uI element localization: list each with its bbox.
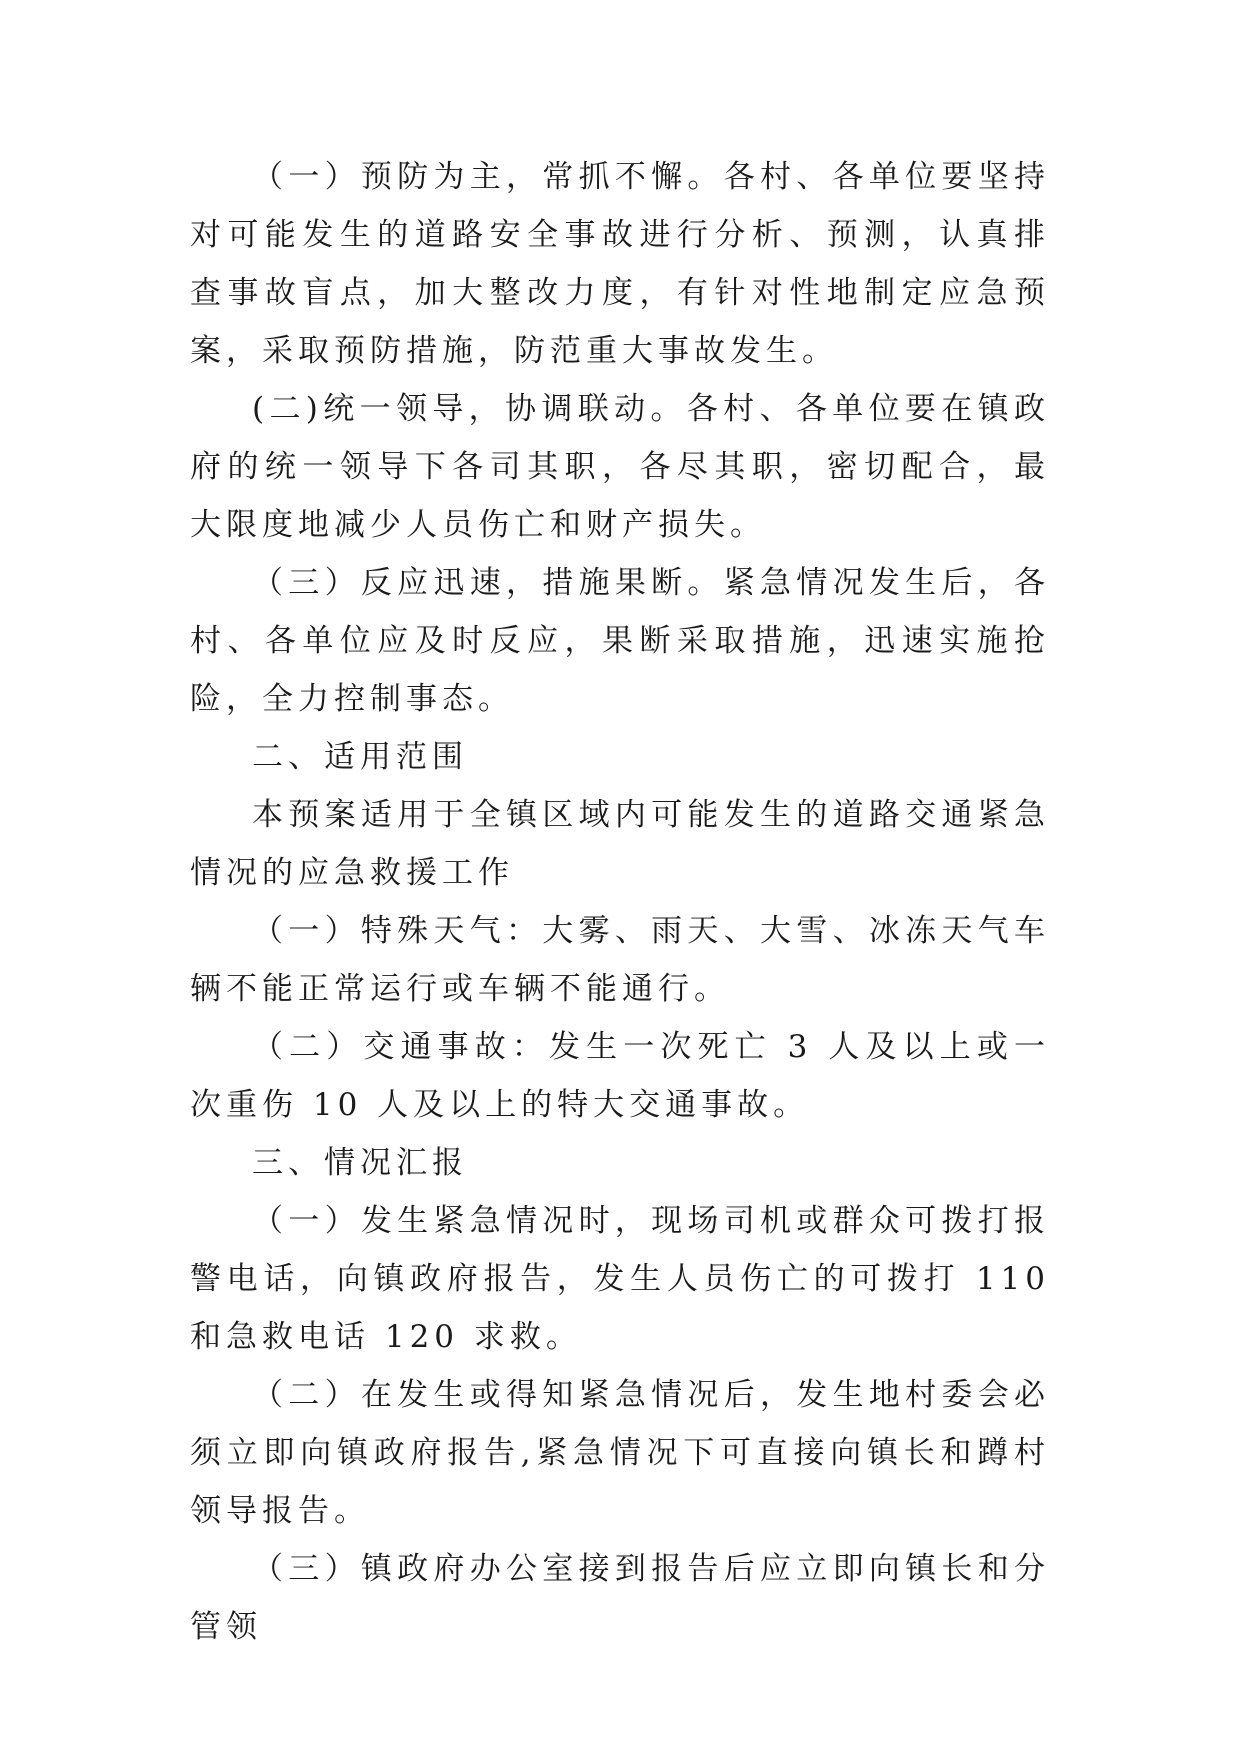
paragraph-scope-accident: （二）交通事故：发生一次死亡 3 人及以上或一次重伤 10 人及以上的特大交通事故。 — [190, 1029, 1050, 1123]
paragraph-reporting-office: （三）镇政府办公室接到报告后应立即向镇长和分管领 — [190, 1551, 1050, 1645]
paragraph-scope-intro: 本预案适用于全镇区域内可能发生的道路交通紧急情况的应急救援工作 — [190, 797, 1050, 891]
section-heading-scope: 二、适用范围 — [252, 739, 468, 775]
section-heading-reporting: 三、情况汇报 — [252, 1145, 468, 1181]
paragraph-principle-leadership: (二)统一领导，协调联动。各村、各单位要在镇政府的统一领导下各司其职，各尽其职，密切配合，最大限度地减少人员伤亡和财产损失。 — [190, 391, 1050, 543]
paragraph-scope-weather: （一）特殊天气：大雾、雨天、大雪、冰冻天气车辆不能正常运行或车辆不能通行。 — [190, 913, 1050, 1007]
paragraph-principle-prevention: （一）预防为主，常抓不懈。各村、各单位要坚持对可能发生的道路安全事故进行分析、预测，认真排查事故盲点，加大整改力度，有针对性地制定应急预案，采取预防措施，防范重大事故发生。 — [190, 159, 1050, 369]
paragraph-reporting-village: （二）在发生或得知紧急情况后，发生地村委会必须立即向镇政府报告,紧急情况下可直接向镇长和蹲村领导报告。 — [190, 1377, 1050, 1529]
paragraph-principle-response: （三）反应迅速，措施果断。紧急情况发生后，各村、各单位应及时反应，果断采取措施，迅速实施抢险，全力控制事态。 — [190, 565, 1050, 717]
paragraph-reporting-call: （一）发生紧急情况时，现场司机或群众可拨打报警电话，向镇政府报告，发生人员伤亡的可拨打 110 和急救电话 120 求救。 — [190, 1203, 1050, 1355]
